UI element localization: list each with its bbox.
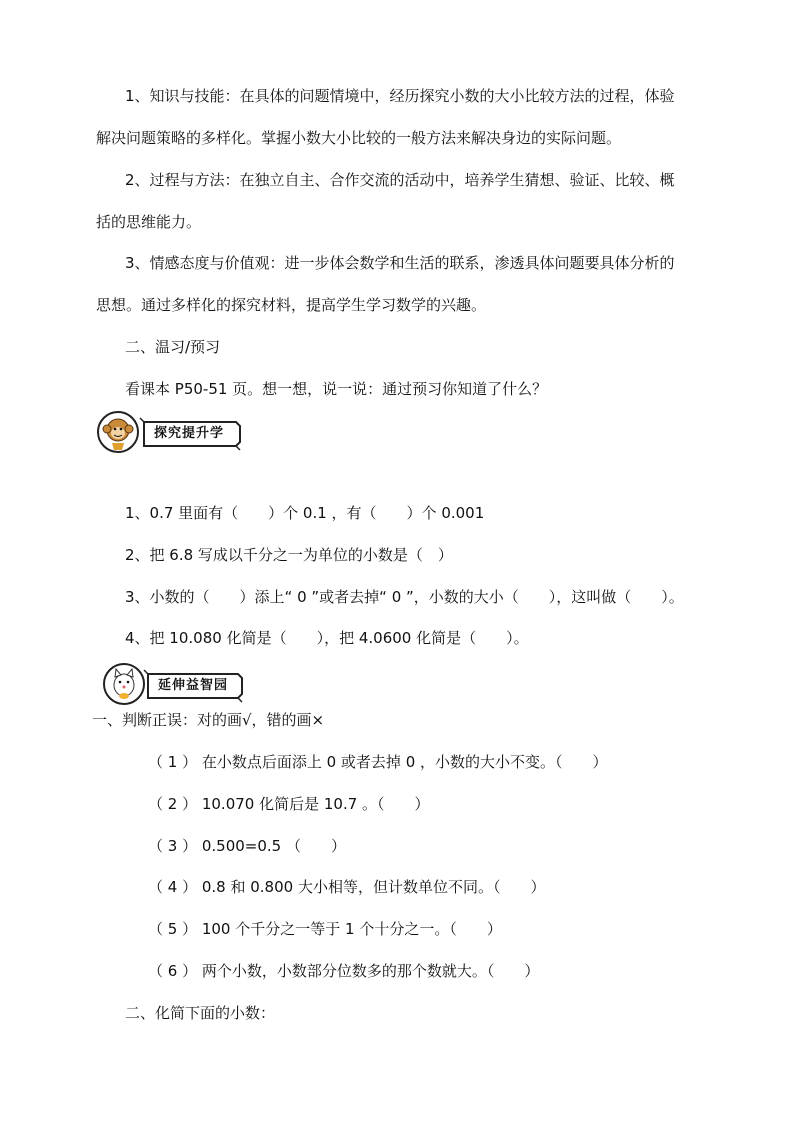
preview-heading: 二、温习/预习 xyxy=(125,338,221,356)
simplify-heading: 二、化简下面的小数： xyxy=(125,1004,276,1022)
judge-item-3: （ 3 ） 0.500=0.5 （ ） xyxy=(148,837,346,855)
judge-item-6: （ 6 ） 两个小数，小数部分位数多的那个数就大。（ ） xyxy=(148,962,540,980)
explore-banner-label: 探究提升学 xyxy=(154,426,225,441)
explore-item-2: 2、把 6.8 写成以千分之一为单位的小数是（ ） xyxy=(125,546,453,564)
objective-1-line-1: 1、知识与技能：在具体的问题情境中，经历探究小数的大小比较方法的过程，体验 xyxy=(125,87,675,105)
judge-item-5: （ 5 ） 100 个千分之一等于 1 个十分之一。（ ） xyxy=(148,920,502,938)
explore-item-3: 3、小数的（ ）添上“ 0 ”或者去掉“ 0 ”，小数的大小（ ），这叫做（ ）。 xyxy=(125,588,684,606)
objective-3-line-2: 思想。通过多样化的探究材料，提高学生学习数学的兴趣。 xyxy=(96,296,487,314)
preview-text: 看课本 P50-51 页。想一想，说一说：通过预习你知道了什么？ xyxy=(125,380,548,398)
explore-item-4: 4、把 10.080 化简是（ ），把 4.0600 化简是（ ）。 xyxy=(125,629,529,647)
extend-banner xyxy=(96,660,246,706)
explore-item-1: 1、0.7 里面有（ ）个 0.1 ，有（ ）个 0.001 xyxy=(125,504,485,522)
objective-2-line-1: 2、过程与方法：在独立自主、合作交流的活动中，培养学生猜想、验证、比较、概 xyxy=(125,171,675,189)
explore-banner xyxy=(96,408,246,454)
objective-2-line-2: 括的思维能力。 xyxy=(96,213,202,231)
objective-1-line-2: 解决问题策略的多样化。掌握小数大小比较的一般方法来解决身边的实际问题。 xyxy=(96,129,622,147)
judge-heading: 一、判断正误：对的画√，错的画× xyxy=(92,711,325,729)
judge-item-4: （ 4 ） 0.8 和 0.800 大小相等，但计数单位不同。（ ） xyxy=(148,878,546,896)
judge-item-2: （ 2 ） 10.070 化简后是 10.7 。（ ） xyxy=(148,795,430,813)
judge-item-1: （ 1 ） 在小数点后面添上 0 或者去掉 0 ，小数的大小不变。（ ） xyxy=(148,753,608,771)
objective-3-line-1: 3、情感态度与价值观：进一步体会数学和生活的联系，渗透具体问题要具体分析的 xyxy=(125,254,675,272)
extend-banner-label: 延伸益智园 xyxy=(158,678,229,693)
